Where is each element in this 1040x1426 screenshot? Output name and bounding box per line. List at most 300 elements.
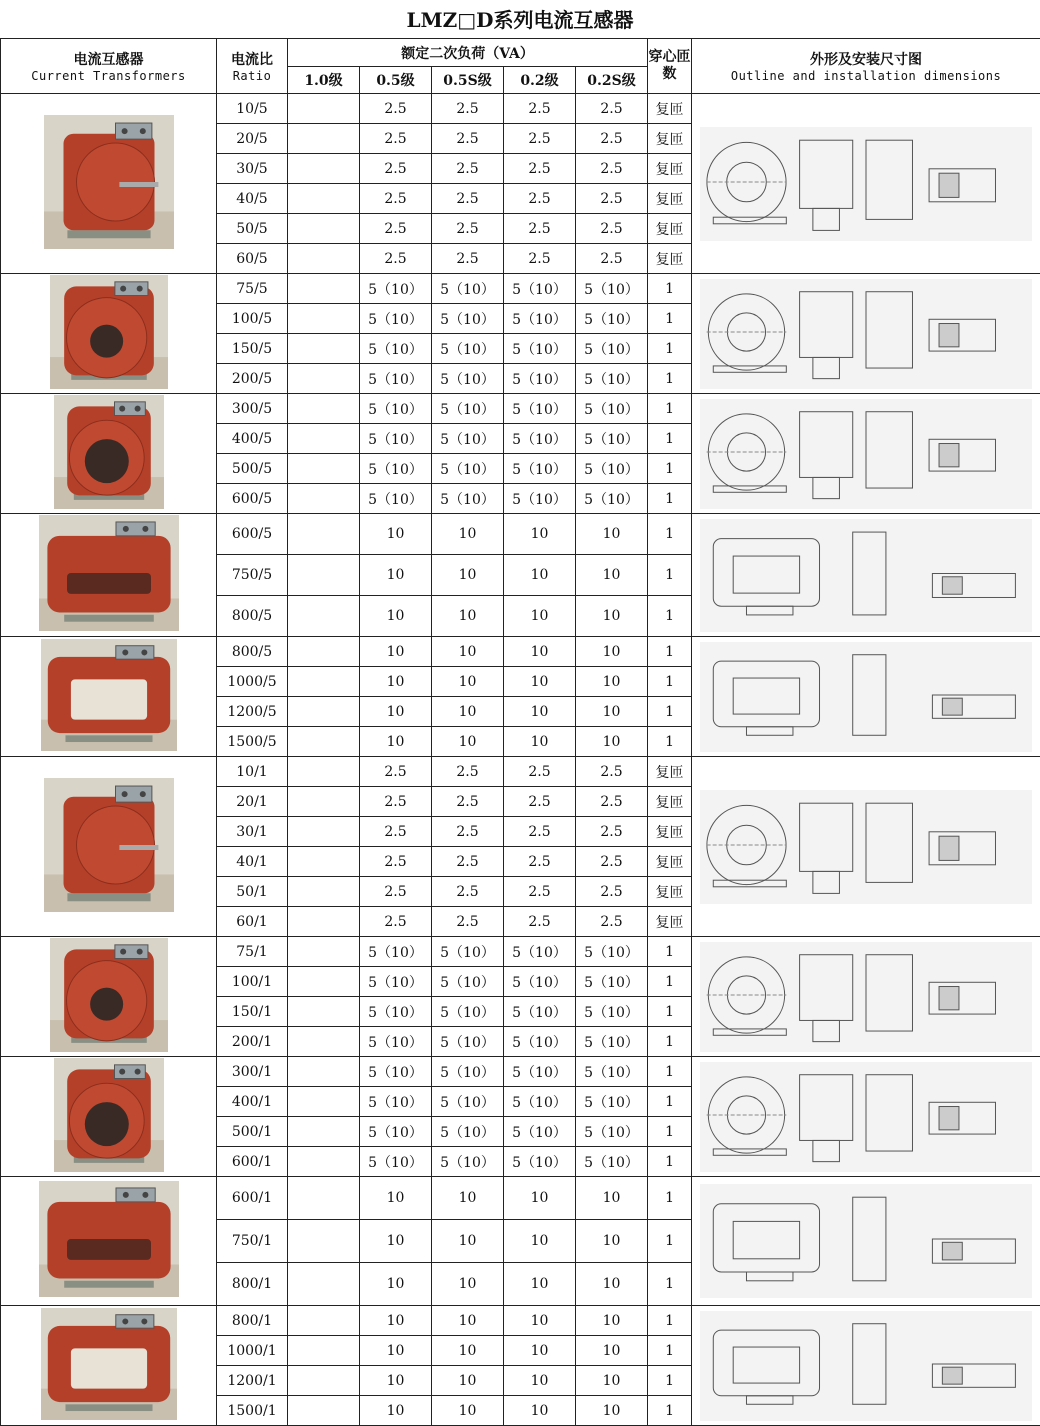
ratio-cell: 300/1 xyxy=(217,1057,288,1087)
burden-1-0 xyxy=(288,596,360,637)
burden-0-2s: 10 xyxy=(576,1263,648,1306)
burden-0-2s: 10 xyxy=(576,1220,648,1263)
class-0-2s: 0.2S级 xyxy=(576,67,648,94)
burden-0-5: 2.5 xyxy=(360,124,432,154)
turns-cell: 1 xyxy=(648,555,692,596)
table-row xyxy=(1,274,1040,304)
outline-diagram xyxy=(700,790,1032,904)
turns-cell: 1 xyxy=(648,637,692,667)
burden-0-2s: 10 xyxy=(576,1177,648,1220)
burden-0-2: 5（10） xyxy=(504,484,576,514)
burden-0-5: 5（10） xyxy=(360,274,432,304)
burden-0-2: 10 xyxy=(504,596,576,637)
burden-1-0 xyxy=(288,514,360,555)
spec-table xyxy=(0,38,1040,1426)
ct-photo-cell xyxy=(1,937,217,1057)
ratio-cell: 600/5 xyxy=(217,514,288,555)
ratio-cell: 500/1 xyxy=(217,1117,288,1147)
ratio-cell: 400/5 xyxy=(217,424,288,454)
burden-1-0 xyxy=(288,727,360,757)
ct-photo-cell xyxy=(1,1306,217,1426)
turns-cell: 1 xyxy=(648,937,692,967)
burden-0-2: 10 xyxy=(504,1366,576,1396)
burden-1-0 xyxy=(288,274,360,304)
turns-cell: 复匝 xyxy=(648,154,692,184)
turns-cell: 复匝 xyxy=(648,787,692,817)
burden-0-2: 10 xyxy=(504,727,576,757)
class-1-0: 1.0级 xyxy=(288,67,360,94)
burden-0-5s: 2.5 xyxy=(432,787,504,817)
turns-cell: 1 xyxy=(648,1027,692,1057)
burden-0-5: 2.5 xyxy=(360,757,432,787)
burden-0-2: 2.5 xyxy=(504,184,576,214)
burden-0-2s: 5（10） xyxy=(576,1057,648,1087)
burden-1-0 xyxy=(288,907,360,937)
burden-0-5s: 5（10） xyxy=(432,1057,504,1087)
page-title: LMZ□D系列电流互感器 xyxy=(406,8,634,32)
burden-0-5s: 10 xyxy=(432,697,504,727)
burden-1-0 xyxy=(288,1336,360,1366)
burden-0-2s: 5（10） xyxy=(576,997,648,1027)
burden-0-5s: 10 xyxy=(432,667,504,697)
burden-0-5s: 10 xyxy=(432,637,504,667)
burden-0-5: 5（10） xyxy=(360,967,432,997)
burden-0-2s: 2.5 xyxy=(576,817,648,847)
outline-diagram xyxy=(700,1311,1032,1421)
turns-cell: 1 xyxy=(648,967,692,997)
ratio-cell: 10/5 xyxy=(217,94,288,124)
burden-0-2: 10 xyxy=(504,1220,576,1263)
ratio-cell: 500/5 xyxy=(217,454,288,484)
ratio-cell: 100/5 xyxy=(217,304,288,334)
ratio-cell: 75/1 xyxy=(217,937,288,967)
burden-0-2s: 10 xyxy=(576,667,648,697)
burden-0-2: 5（10） xyxy=(504,1147,576,1177)
burden-0-5s: 5（10） xyxy=(432,937,504,967)
burden-1-0 xyxy=(288,94,360,124)
outline-diagram-cell xyxy=(692,1177,1040,1306)
turns-cell: 复匝 xyxy=(648,244,692,274)
ratio-cell: 400/1 xyxy=(217,1087,288,1117)
burden-1-0 xyxy=(288,637,360,667)
ratio-cell: 20/5 xyxy=(217,124,288,154)
turns-cell: 1 xyxy=(648,1220,692,1263)
burden-0-5s: 5（10） xyxy=(432,454,504,484)
ratio-cell: 600/1 xyxy=(217,1147,288,1177)
burden-1-0 xyxy=(288,124,360,154)
table-row xyxy=(1,1177,1040,1220)
ratio-cell: 40/5 xyxy=(217,184,288,214)
burden-0-5s: 5（10） xyxy=(432,1087,504,1117)
burden-0-2s: 10 xyxy=(576,727,648,757)
ratio-cell: 600/1 xyxy=(217,1177,288,1220)
burden-0-5: 5（10） xyxy=(360,364,432,394)
turns-cell: 复匝 xyxy=(648,907,692,937)
burden-0-5: 10 xyxy=(360,1263,432,1306)
burden-0-5s: 2.5 xyxy=(432,847,504,877)
burden-1-0 xyxy=(288,1087,360,1117)
burden-0-2s: 10 xyxy=(576,555,648,596)
burden-0-5s: 5（10） xyxy=(432,1147,504,1177)
burden-0-5: 5（10） xyxy=(360,334,432,364)
turns-cell: 1 xyxy=(648,727,692,757)
burden-0-5: 5（10） xyxy=(360,304,432,334)
ct-photo-round-small xyxy=(44,115,174,253)
burden-1-0 xyxy=(288,364,360,394)
turns-cell: 复匝 xyxy=(648,757,692,787)
burden-0-5s: 10 xyxy=(432,555,504,596)
ratio-cell: 800/1 xyxy=(217,1306,288,1336)
burden-0-2: 10 xyxy=(504,555,576,596)
burden-0-2: 5（10） xyxy=(504,394,576,424)
class-0-5s: 0.5S级 xyxy=(432,67,504,94)
burden-0-2: 10 xyxy=(504,1306,576,1336)
burden-0-2: 10 xyxy=(504,697,576,727)
burden-0-2s: 10 xyxy=(576,596,648,637)
burden-0-2s: 10 xyxy=(576,697,648,727)
ct-photo-round-small xyxy=(44,778,174,916)
burden-0-5s: 2.5 xyxy=(432,817,504,847)
turns-cell: 1 xyxy=(648,697,692,727)
burden-0-2s: 5（10） xyxy=(576,1087,648,1117)
burden-0-5s: 10 xyxy=(432,514,504,555)
burden-0-5: 10 xyxy=(360,514,432,555)
ct-photo-cell xyxy=(1,1057,217,1177)
turns-cell: 1 xyxy=(648,1263,692,1306)
burden-1-0 xyxy=(288,697,360,727)
turns-cell: 1 xyxy=(648,1117,692,1147)
outline-diagram xyxy=(700,1062,1032,1172)
burden-0-2: 2.5 xyxy=(504,94,576,124)
burden-0-2: 2.5 xyxy=(504,847,576,877)
burden-1-0 xyxy=(288,1366,360,1396)
burden-0-2s: 2.5 xyxy=(576,787,648,817)
outline-diagram-cell xyxy=(692,94,1040,274)
ratio-cell: 1500/5 xyxy=(217,727,288,757)
class-0-5: 0.5级 xyxy=(360,67,432,94)
burden-0-5s: 10 xyxy=(432,727,504,757)
ratio-cell: 1200/1 xyxy=(217,1366,288,1396)
table-row xyxy=(1,1057,1040,1087)
burden-0-5: 5（10） xyxy=(360,1117,432,1147)
burden-0-2: 2.5 xyxy=(504,154,576,184)
burden-1-0 xyxy=(288,877,360,907)
header-ratio xyxy=(217,39,288,94)
outline-diagram-cell xyxy=(692,394,1040,514)
turns-cell: 1 xyxy=(648,1396,692,1426)
burden-0-5: 10 xyxy=(360,555,432,596)
burden-0-2s: 2.5 xyxy=(576,214,648,244)
outline-diagram xyxy=(700,519,1032,632)
burden-0-5: 10 xyxy=(360,727,432,757)
burden-0-5: 5（10） xyxy=(360,454,432,484)
ct-photo-rect-slot xyxy=(39,515,179,635)
turns-cell: 1 xyxy=(648,274,692,304)
burden-0-5: 10 xyxy=(360,667,432,697)
outline-diagram xyxy=(700,1184,1032,1298)
outline-diagram xyxy=(700,642,1032,752)
burden-0-2: 5（10） xyxy=(504,967,576,997)
ratio-cell: 1000/1 xyxy=(217,1336,288,1366)
header-turns: 穿心匝数 xyxy=(648,39,692,94)
burden-0-5: 2.5 xyxy=(360,847,432,877)
burden-0-5s: 5（10） xyxy=(432,484,504,514)
ratio-cell: 75/5 xyxy=(217,274,288,304)
burden-0-2: 5（10） xyxy=(504,997,576,1027)
turns-cell: 复匝 xyxy=(648,877,692,907)
burden-0-2s: 5（10） xyxy=(576,967,648,997)
burden-0-2: 2.5 xyxy=(504,907,576,937)
ratio-cell: 1200/5 xyxy=(217,697,288,727)
burden-0-2s: 5（10） xyxy=(576,484,648,514)
burden-0-2: 10 xyxy=(504,667,576,697)
turns-cell: 复匝 xyxy=(648,124,692,154)
burden-0-2s: 2.5 xyxy=(576,124,648,154)
burden-0-5s: 2.5 xyxy=(432,244,504,274)
turns-cell: 复匝 xyxy=(648,817,692,847)
outline-diagram-cell xyxy=(692,937,1040,1057)
burden-0-5s: 10 xyxy=(432,1306,504,1336)
burden-0-2: 5（10） xyxy=(504,334,576,364)
burden-0-2s: 2.5 xyxy=(576,877,648,907)
burden-1-0 xyxy=(288,1177,360,1220)
table-row xyxy=(1,94,1040,124)
burden-0-2: 5（10） xyxy=(504,454,576,484)
turns-cell: 1 xyxy=(648,667,692,697)
burden-1-0 xyxy=(288,394,360,424)
ct-photo-round-large xyxy=(54,1058,164,1176)
burden-0-5s: 5（10） xyxy=(432,274,504,304)
table-row xyxy=(1,514,1040,555)
header-ct-zh: 电流互感器 xyxy=(73,52,144,68)
turns-cell: 复匝 xyxy=(648,214,692,244)
burden-0-5: 2.5 xyxy=(360,154,432,184)
burden-0-5s: 10 xyxy=(432,1177,504,1220)
ct-photo-rect-window xyxy=(41,639,177,755)
ratio-cell: 200/1 xyxy=(217,1027,288,1057)
ratio-cell: 100/1 xyxy=(217,967,288,997)
burden-0-5: 2.5 xyxy=(360,214,432,244)
burden-0-5s: 5（10） xyxy=(432,424,504,454)
burden-0-2: 10 xyxy=(504,1177,576,1220)
burden-1-0 xyxy=(288,154,360,184)
ratio-cell: 10/1 xyxy=(217,757,288,787)
header-outline xyxy=(692,39,1040,94)
burden-0-2: 2.5 xyxy=(504,877,576,907)
turns-cell: 1 xyxy=(648,1306,692,1336)
burden-0-2: 5（10） xyxy=(504,1117,576,1147)
burden-0-5s: 5（10） xyxy=(432,394,504,424)
header-outline-en: Outline and installation dimensions xyxy=(730,69,1002,83)
burden-0-2: 5（10） xyxy=(504,1057,576,1087)
burden-0-2: 5（10） xyxy=(504,424,576,454)
burden-1-0 xyxy=(288,184,360,214)
ct-photo-round-hole xyxy=(50,938,168,1056)
burden-0-5s: 10 xyxy=(432,596,504,637)
burden-0-5: 10 xyxy=(360,1336,432,1366)
burden-1-0 xyxy=(288,1147,360,1177)
ratio-cell: 150/1 xyxy=(217,997,288,1027)
burden-0-5s: 5（10） xyxy=(432,364,504,394)
burden-0-2s: 5（10） xyxy=(576,334,648,364)
burden-0-5s: 5（10） xyxy=(432,334,504,364)
burden-0-5: 5（10） xyxy=(360,1087,432,1117)
burden-1-0 xyxy=(288,304,360,334)
burden-0-2: 5（10） xyxy=(504,937,576,967)
burden-0-5s: 2.5 xyxy=(432,154,504,184)
burden-0-2: 2.5 xyxy=(504,757,576,787)
burden-1-0 xyxy=(288,424,360,454)
burden-0-2s: 5（10） xyxy=(576,1117,648,1147)
burden-0-5: 10 xyxy=(360,1306,432,1336)
burden-0-5: 2.5 xyxy=(360,244,432,274)
burden-0-2s: 5（10） xyxy=(576,937,648,967)
burden-0-2: 2.5 xyxy=(504,214,576,244)
burden-0-5s: 5（10） xyxy=(432,997,504,1027)
burden-0-5s: 10 xyxy=(432,1336,504,1366)
ct-photo-cell xyxy=(1,274,217,394)
burden-0-2s: 2.5 xyxy=(576,244,648,274)
burden-0-5s: 2.5 xyxy=(432,124,504,154)
burden-1-0 xyxy=(288,1220,360,1263)
burden-0-2s: 5（10） xyxy=(576,304,648,334)
burden-0-2: 5（10） xyxy=(504,364,576,394)
turns-cell: 1 xyxy=(648,484,692,514)
ratio-cell: 30/5 xyxy=(217,154,288,184)
burden-1-0 xyxy=(288,667,360,697)
burden-1-0 xyxy=(288,817,360,847)
outline-diagram-cell xyxy=(692,757,1040,937)
burden-0-2: 2.5 xyxy=(504,244,576,274)
outline-diagram-cell xyxy=(692,1306,1040,1426)
burden-0-2: 10 xyxy=(504,514,576,555)
outline-diagram-cell xyxy=(692,637,1040,757)
turns-cell: 复匝 xyxy=(648,94,692,124)
ratio-cell: 30/1 xyxy=(217,817,288,847)
turns-cell: 1 xyxy=(648,997,692,1027)
ratio-cell: 150/5 xyxy=(217,334,288,364)
ratio-cell: 40/1 xyxy=(217,847,288,877)
ratio-cell: 60/5 xyxy=(217,244,288,274)
turns-cell: 1 xyxy=(648,454,692,484)
burden-0-2: 10 xyxy=(504,637,576,667)
burden-0-2s: 2.5 xyxy=(576,847,648,877)
burden-1-0 xyxy=(288,997,360,1027)
table-row xyxy=(1,937,1040,967)
burden-1-0 xyxy=(288,967,360,997)
burden-0-5: 5（10） xyxy=(360,1057,432,1087)
ct-photo-round-hole xyxy=(50,275,168,393)
burden-0-5s: 5（10） xyxy=(432,304,504,334)
ratio-cell: 800/5 xyxy=(217,596,288,637)
burden-0-2: 2.5 xyxy=(504,124,576,154)
turns-cell: 1 xyxy=(648,1057,692,1087)
burden-1-0 xyxy=(288,484,360,514)
burden-0-5: 5（10） xyxy=(360,424,432,454)
turns-cell: 1 xyxy=(648,1336,692,1366)
burden-0-5s: 10 xyxy=(432,1396,504,1426)
burden-0-2s: 5（10） xyxy=(576,274,648,304)
burden-0-2s: 2.5 xyxy=(576,154,648,184)
burden-0-2s: 10 xyxy=(576,514,648,555)
burden-0-5s: 10 xyxy=(432,1263,504,1306)
outline-diagram xyxy=(700,942,1032,1052)
burden-0-5: 2.5 xyxy=(360,817,432,847)
header-outline-zh: 外形及安装尺寸图 xyxy=(810,52,923,68)
burden-1-0 xyxy=(288,847,360,877)
burden-1-0 xyxy=(288,1057,360,1087)
burden-0-5: 10 xyxy=(360,697,432,727)
ratio-cell: 600/5 xyxy=(217,484,288,514)
outline-diagram-cell xyxy=(692,1057,1040,1177)
burden-0-5: 10 xyxy=(360,637,432,667)
burden-0-2: 5（10） xyxy=(504,1027,576,1057)
burden-0-2: 10 xyxy=(504,1396,576,1426)
burden-0-5: 10 xyxy=(360,596,432,637)
burden-0-5: 2.5 xyxy=(360,787,432,817)
turns-cell: 1 xyxy=(648,1366,692,1396)
ratio-cell: 750/5 xyxy=(217,555,288,596)
burden-0-2s: 5（10） xyxy=(576,1027,648,1057)
burden-0-2: 10 xyxy=(504,1263,576,1306)
burden-0-5s: 2.5 xyxy=(432,214,504,244)
burden-0-2s: 5（10） xyxy=(576,454,648,484)
turns-cell: 1 xyxy=(648,424,692,454)
burden-1-0 xyxy=(288,757,360,787)
turns-cell: 复匝 xyxy=(648,847,692,877)
burden-0-5: 2.5 xyxy=(360,184,432,214)
class-0-2: 0.2级 xyxy=(504,67,576,94)
ratio-cell: 50/5 xyxy=(217,214,288,244)
burden-0-5: 2.5 xyxy=(360,94,432,124)
outline-diagram xyxy=(700,279,1032,389)
burden-0-5: 5（10） xyxy=(360,937,432,967)
outline-diagram xyxy=(700,399,1032,509)
turns-cell: 1 xyxy=(648,304,692,334)
outline-diagram-cell xyxy=(692,274,1040,394)
burden-0-5s: 5（10） xyxy=(432,1027,504,1057)
burden-1-0 xyxy=(288,1027,360,1057)
burden-0-2s: 5（10） xyxy=(576,394,648,424)
header-ct-en: Current Transformers xyxy=(31,69,186,83)
table-row xyxy=(1,394,1040,424)
burden-1-0 xyxy=(288,334,360,364)
burden-0-5: 10 xyxy=(360,1366,432,1396)
ct-photo-cell xyxy=(1,757,217,937)
header-ratio-en: Ratio xyxy=(232,69,272,83)
burden-0-2s: 5（10） xyxy=(576,424,648,454)
burden-0-5: 5（10） xyxy=(360,394,432,424)
ct-photo-cell xyxy=(1,1177,217,1306)
ct-photo-rect-slot xyxy=(39,1181,179,1301)
burden-0-5: 2.5 xyxy=(360,907,432,937)
burden-1-0 xyxy=(288,1263,360,1306)
header-ratio-zh: 电流比 xyxy=(231,52,273,68)
outline-diagram-cell xyxy=(692,514,1040,637)
burden-0-5: 10 xyxy=(360,1220,432,1263)
burden-0-2s: 5（10） xyxy=(576,1147,648,1177)
burden-0-5s: 5（10） xyxy=(432,1117,504,1147)
table-row xyxy=(1,637,1040,667)
burden-0-5s: 2.5 xyxy=(432,184,504,214)
ratio-cell: 800/5 xyxy=(217,637,288,667)
burden-1-0 xyxy=(288,937,360,967)
turns-cell: 1 xyxy=(648,1147,692,1177)
burden-0-5: 5（10） xyxy=(360,484,432,514)
burden-1-0 xyxy=(288,1117,360,1147)
ratio-cell: 1500/1 xyxy=(217,1396,288,1426)
burden-0-2: 5（10） xyxy=(504,274,576,304)
